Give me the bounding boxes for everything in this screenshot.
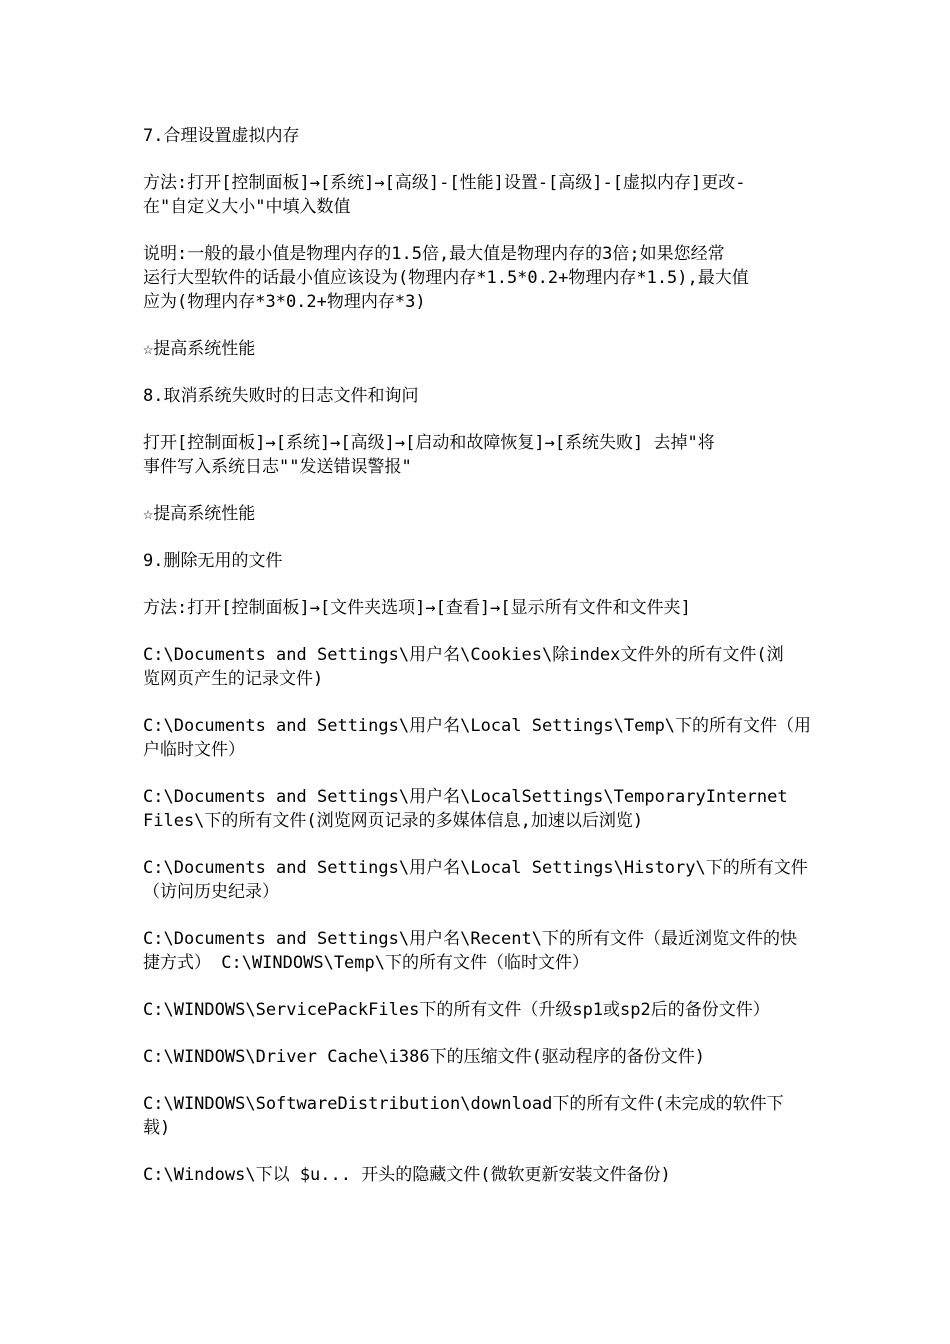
section-heading-9: 9.删除无用的文件 [143, 551, 283, 571]
file-path-item: C:\WINDOWS\Driver Cache\i386下的压缩文件(驱动程序的备份文件) [143, 1047, 706, 1067]
file-path-item: C:\WINDOWS\ServicePackFiles下的所有文件（升级sp1或sp2后的备份文件） [143, 1000, 770, 1020]
file-path-item: C:\WINDOWS\SoftwareDistribution\download下的所有文件(未完成的软件下 载) [143, 1094, 784, 1138]
section-heading-8: 8.取消系统失败时的日志文件和询问 [143, 386, 419, 406]
document-page [143, 124, 815, 1210]
file-path-item: C:\Documents and Settings\用户名\Local Settings\History\下的所有文件 （访问历史纪录） [143, 858, 808, 902]
performance-tip-heading: ☆提高系统性能 [143, 504, 256, 524]
file-path-item: C:\Documents and Settings\用户名\Recent\下的所有文件（最近浏览文件的快 捷方式） C:\WINDOWS\Temp\下的所有文件（临时文件） [143, 929, 797, 973]
file-path-item: C:\Documents and Settings\用户名\LocalSettings\TemporaryInternet Files\下的所有文件(浏览网页记录的多媒体信息,加速以后浏览) [143, 787, 788, 831]
method-paragraph: 方法:打开[控制面板]→[文件夹选项]→[查看]→[显示所有文件和文件夹] [143, 598, 691, 618]
section-heading-7: 7.合理设置虚拟内存 [143, 126, 300, 146]
instruction-paragraph: 打开[控制面板]→[系统]→[高级]→[启动和故障恢复]→[系统失败] 去掉"将 事件写入系统日志""发送错误警报" [143, 433, 715, 477]
file-path-item: C:\Windows\下以 $u... 开头的隐藏文件(微软更新安装文件备份) [143, 1165, 671, 1185]
file-path-item: C:\Documents and Settings\用户名\Local Settings\Temp\下的所有文件（用 户临时文件） [143, 716, 812, 760]
performance-tip-heading: ☆提高系统性能 [143, 339, 256, 359]
explanation-paragraph: 说明:一般的最小值是物理内存的1.5倍,最大值是物理内存的3倍;如果您经常 运行大型软件的话最小值应该设为(物理内存*1.5*0.2+物理内存*1.5),最大值 应为(物理内存*3*0.2+物理内存*3) [143, 244, 749, 312]
file-path-item: C:\Documents and Settings\用户名\Cookies\除index文件外的所有文件(浏 览网页产生的记录文件) [143, 645, 784, 689]
method-paragraph: 方法:打开[控制面板]→[系统]→[高级]-[性能]设置-[高级]-[虚拟内存]更改- 在"自定义大小"中填入数值 [143, 173, 746, 217]
